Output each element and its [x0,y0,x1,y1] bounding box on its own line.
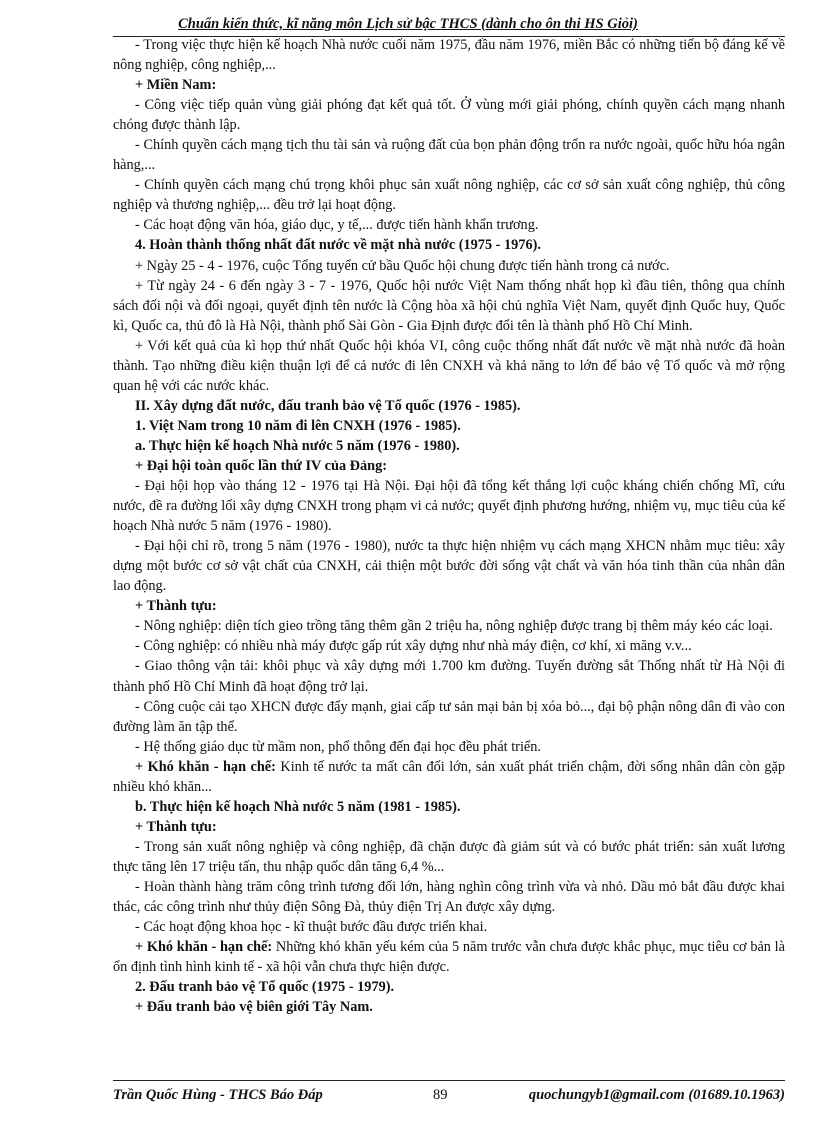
body-paragraph: - Trong sản xuất nông nghiệp và công nghiệp, đã chặn được đà giảm sút và có bước phát triển: sản xuất lương thực tăng lên 17 triệu tấn, thu nhập quốc dân tăng 6,4 %... [113,838,785,875]
body-paragraph: - Các hoạt động khoa học - kĩ thuật bước đầu được triển khai. [135,919,488,936]
body-paragraph: - Công cuộc cải tạo XHCN được đẩy mạnh, giai cấp tư sản mại bản bị xóa bỏ..., đại bộ phận nông dân đi vào con đường làm ăn tập thể. [113,698,785,735]
body-paragraph: + Từ ngày 24 - 6 đến ngày 3 - 7 - 1976, Quốc hội nước Việt Nam thống nhất họp kì đầu tiên, thông qua chính sách đối nội và đối ngoại, quyết định tên nước là Cộng hòa xã hội chủ nghĩa Việt Nam, quyết định Quốc huy, Quốc kì, Quốc ca, thủ đô là Hà Nội, thành phố Sài Gòn - Gia Định được đổi tên là thành phố Hồ Chí Minh. [113,277,785,334]
body-paragraph: - Đại hội họp vào tháng 12 - 1976 tại Hà Nội. Đại hội đã tổng kết thắng lợi cuộc kháng chiến chống Mĩ, cứu nước, đề ra đường lối xây dựng CNXH trong phạm vi cả nước; quyết định phương hướng, nhiệm vụ, mục tiêu của kế hoạch Nhà nước 5 năm (1976 - 1980). [113,478,785,535]
difficulty-text: Những khó khăn yếu kém của 5 năm trước vẫn chưa được khắc phục, mục tiêu cơ bản là ổn định tình hình kinh tế - xã hội vẫn chưa thực hiện được. [113,939,785,976]
body-paragraph: - Hoàn thành hàng trăm công trình tương đối lớn, hàng nghìn công trình vừa và nhỏ. Dầu mỏ bắt đầu được khai thác, các công trình như thủy điện Sông Đà, thủy điện Trị An được xây dựng. [113,878,785,916]
difficulty-paragraph [113,757,785,797]
body-paragraph: - Nông nghiệp: diện tích gieo trồng tăng thêm gần 2 triệu ha, nông nghiệp được trang bị thêm máy kéo các loại. [135,618,773,635]
body-paragraph: - Giao thông vận tải: khôi phục và xây dựng mới 1.700 km đường. Tuyến đường sắt Thống nhất từ Hà Nội đi thành phố Hồ Chí Minh đã hoạt động trở lại. [113,658,785,695]
body-paragraph: - Hệ thống giáo dục từ mầm non, phổ thông đến đại học đều phát triển. [135,738,541,755]
footer-author: Trần Quốc Hùng - THCS Báo Đáp [113,1087,323,1103]
body-paragraph: + Với kết quả của kì họp thứ nhất Quốc hội khóa VI, công cuộc thống nhất đất nước về mặt nhà nước đã hoàn thành. Tạo những điều kiện thuận lợi để cả nước đi lên CNXH và khả năng to lớn để bảo vệ Tổ quốc và mở rộng quan hệ với các nước khác. [113,337,785,394]
section-heading: II. Xây dựng đất nước, đấu tranh bảo vệ Tổ quốc (1976 - 1985). [135,397,521,414]
body-paragraph: - Công việc tiếp quản vùng giải phóng đạt kết quả tốt. Ở vùng mới giải phóng, chính quyền cách mạng nhanh chóng được thành lập. [113,97,785,134]
section-heading: a. Thực hiện kế hoạch Nhà nước 5 năm (1976 - 1980). [135,437,460,454]
body-paragraph: - Đại hội chỉ rõ, trong 5 năm (1976 - 1980), nước ta thực hiện nhiệm vụ cách mạng XHCN nhằm mục tiêu: xây dựng một bước cơ sở vật chất của CNXH, cải thiện một bước đời sống vật chất và văn hóa tinh thần của nhân dân lao động. [113,538,785,595]
difficulty-label: + Khó khăn - hạn chế: [135,758,276,775]
page-header [0,16,816,33]
body-paragraph: - Chính quyền cách mạng tịch thu tài sản và ruộng đất của bọn phản động trốn ra nước ngoài, quốc hữu hóa ngân hàng,... [113,137,785,174]
page-footer [113,1087,785,1107]
footer-divider [113,1080,785,1081]
difficulty-paragraph [113,937,785,977]
section-heading: + Thành tựu: [135,598,217,615]
body-paragraph: - Các hoạt động văn hóa, giáo dục, y tế,... được tiến hành khẩn trương. [135,217,539,234]
header-title: Chuẩn kiến thức, kĩ năng môn Lịch sử bậc THCS (dành cho ôn thi HS Giỏi) [178,16,638,32]
section-heading: + Đại hội toàn quốc lần thứ IV của Đảng: [135,457,388,474]
body-paragraph: + Ngày 25 - 4 - 1976, cuộc Tổng tuyển cử bầu Quốc hội chung được tiến hành trong cả nước. [135,257,670,274]
difficulty-label: + Khó khăn - hạn chế: [135,939,273,956]
section-heading: 4. Hoàn thành thống nhất đất nước về mặt nhà nước (1975 - 1976). [135,237,541,254]
section-heading: + Thành tựu: [135,818,217,835]
section-heading: + Miền Nam: [135,77,217,94]
section-heading: + Đấu tranh bảo vệ biên giới Tây Nam. [135,999,373,1016]
body-paragraph: - Trong việc thực hiện kế hoạch Nhà nước cuối năm 1975, đầu năm 1976, miền Bắc có những tiến bộ đáng kể về nông nghiệp, công nghiệp,... [113,37,785,74]
footer-contact: quochungyb1@gmail.com (01689.10.1963) [528,1087,785,1103]
body-paragraph: - Công nghiệp: có nhiều nhà máy được gấp rút xây dựng như nhà máy điện, cơ khí, xi măng v.v... [135,638,692,655]
document-body [113,35,785,1017]
section-heading: 1. Việt Nam trong 10 năm đi lên CNXH (1976 - 1985). [135,417,461,434]
difficulty-text: Kinh tế nước ta mất cân đối lớn, sản xuất phát triển chậm, đời sống nhân dân còn gặp nhiều khó khăn... [113,758,785,795]
section-heading: b. Thực hiện kế hoạch Nhà nước 5 năm (1981 - 1985). [135,798,461,815]
section-heading: 2. Đấu tranh bảo vệ Tổ quốc (1975 - 1979). [135,979,395,996]
page-number: 89 [433,1087,448,1103]
body-paragraph: - Chính quyền cách mạng chú trọng khôi phục sản xuất nông nghiệp, các cơ sở sản xuất công nghiệp, thủ công nghiệp và thương nghiệp,... đều trở lại hoạt động. [113,177,785,214]
